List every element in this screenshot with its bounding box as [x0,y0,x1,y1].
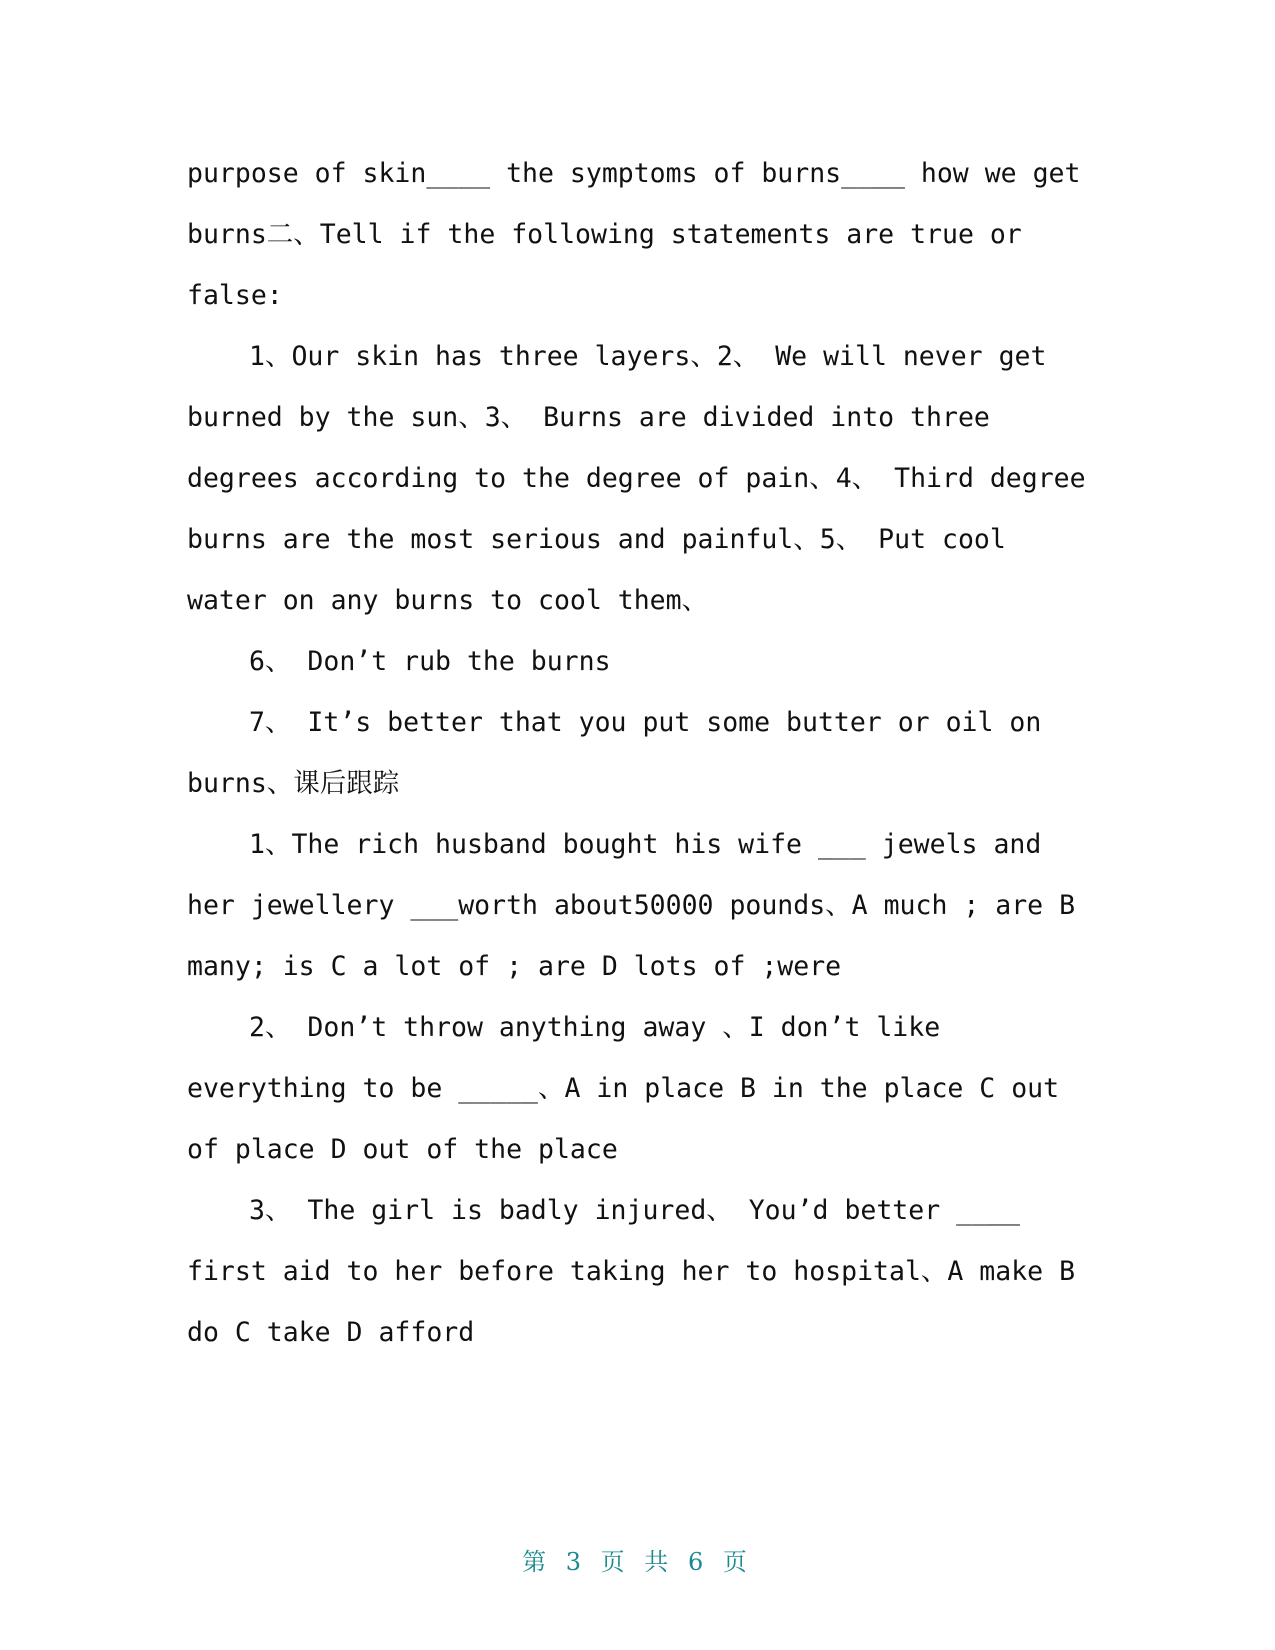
paragraph-item-6: 6、 Don’t rub the burns [249,646,611,677]
document-body [187,143,1087,1363]
paragraph-question-3: 3、 The girl is badly injured、 You’d better ____ first aid to her before taking her to hospital、A make B do C take D afford [187,1195,1076,1348]
paragraph-question-2: 2、 Don’t throw anything away 、I don’t like everything to be _____、A in place B in the place C out of place D out of the place [187,1012,1060,1165]
paragraph-intro: purpose of skin____ the symptoms of burns____ how we get burns二、Tell if the following statements are true or false: [187,158,1081,311]
paragraph-true-false-items: 1、Our skin has three layers、2、 We will never get burned by the sun、3、 Burns are divided into three degrees according to the degree of pain、4、 Third degree burns are the most serious and painful、5、 Put cool water on any burns to cool them、 [187,341,1086,616]
paragraph-item-7: 7、 It’s better that you put some butter or oil on burns、课后跟踪 [187,707,1042,799]
paragraph-question-1: 1、The rich husband bought his wife ___ jewels and her jewellery ___worth about50000 pounds、A much ; are B many; is C a lot of ; are D lots of ;were [187,829,1076,982]
page-number-footer: 第 3 页 共 6 页 [522,1548,753,1576]
